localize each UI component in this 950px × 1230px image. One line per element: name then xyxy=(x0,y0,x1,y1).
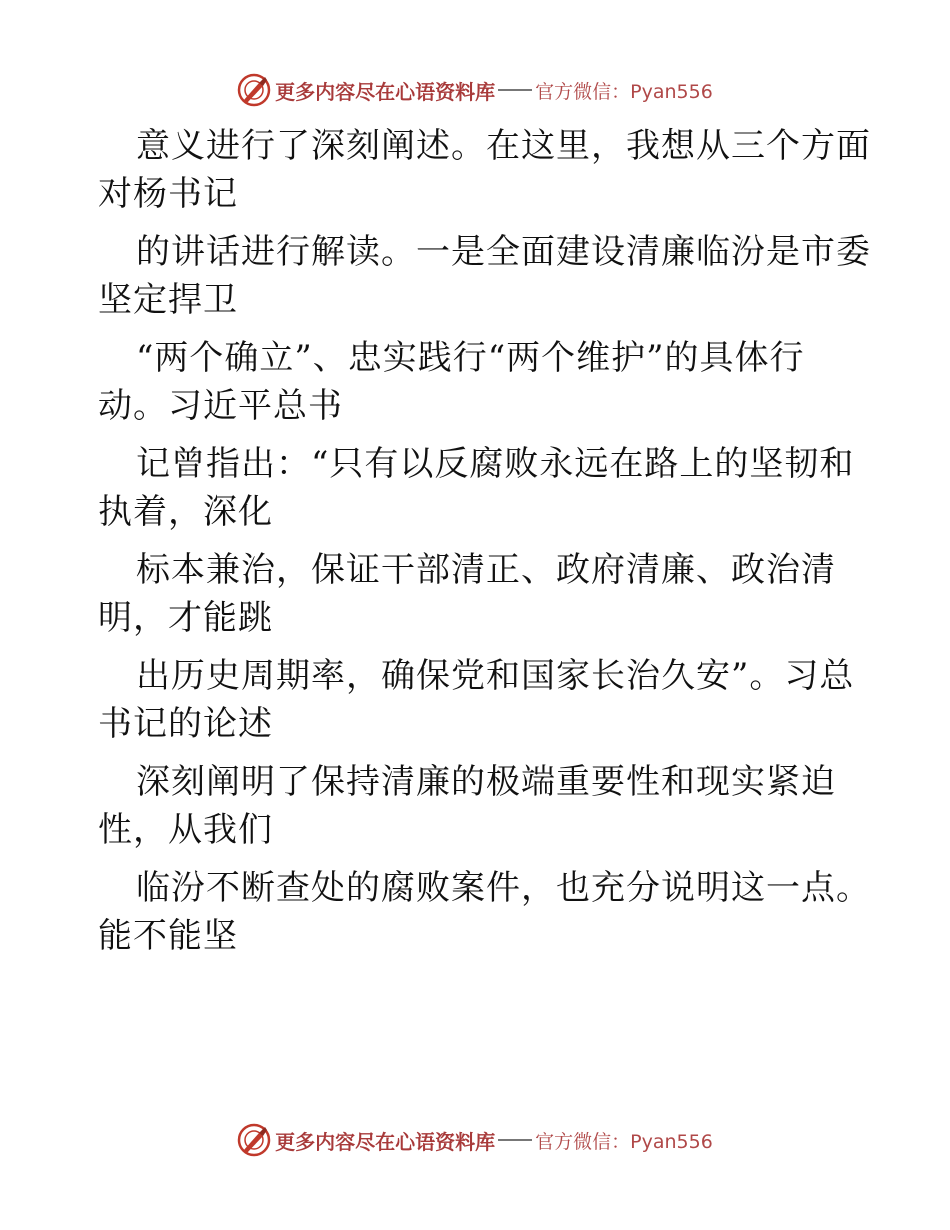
text-line: 动。习近平总书 xyxy=(98,386,343,426)
text-line: 临汾不断查处的腐败案件，也充分说明这一点。 xyxy=(136,868,871,908)
footer-watermark xyxy=(0,1120,950,1160)
text-line: 出历史周期率，确保党和国家长治久安”。习总 xyxy=(136,656,855,696)
watermark-suffix: 官方微信：Pyan556 xyxy=(535,80,713,103)
pen-logo-icon xyxy=(237,73,271,107)
text-line: 意义进行了深刻阐述。在这里，我想从三个方面 xyxy=(136,126,871,166)
text-line: 执着，深化 xyxy=(98,492,273,532)
watermark-suffix: 官方微信：Pyan556 xyxy=(535,1130,713,1153)
watermark-separator xyxy=(498,1139,532,1141)
text-line: 记曾指出：“只有以反腐败永远在路上的坚韧和 xyxy=(136,444,855,484)
text-line: 书记的论述 xyxy=(98,704,273,744)
text-line: 对杨书记 xyxy=(98,174,238,214)
text-line: 深刻阐明了保持清廉的极端重要性和现实紧迫 xyxy=(136,762,836,802)
text-line: 坚定捍卫 xyxy=(98,280,238,320)
text-line: 明，才能跳 xyxy=(98,598,273,638)
text-line: 标本兼治，保证干部清正、政府清廉、政治清 xyxy=(136,550,836,590)
text-line: “两个确立”、忠实践行“两个维护”的具体行 xyxy=(136,338,805,378)
watermark-text: 更多内容尽在心语资料库 xyxy=(275,1129,496,1154)
text-line: 性，从我们 xyxy=(98,810,273,850)
header-watermark xyxy=(0,70,950,110)
text-line: 的讲话进行解读。一是全面建设清廉临汾是市委 xyxy=(136,232,871,272)
watermark-separator xyxy=(498,89,532,91)
watermark-text: 更多内容尽在心语资料库 xyxy=(275,79,496,104)
pen-logo-icon xyxy=(237,1123,271,1157)
text-line: 能不能坚 xyxy=(98,916,238,956)
document-body xyxy=(98,122,871,960)
